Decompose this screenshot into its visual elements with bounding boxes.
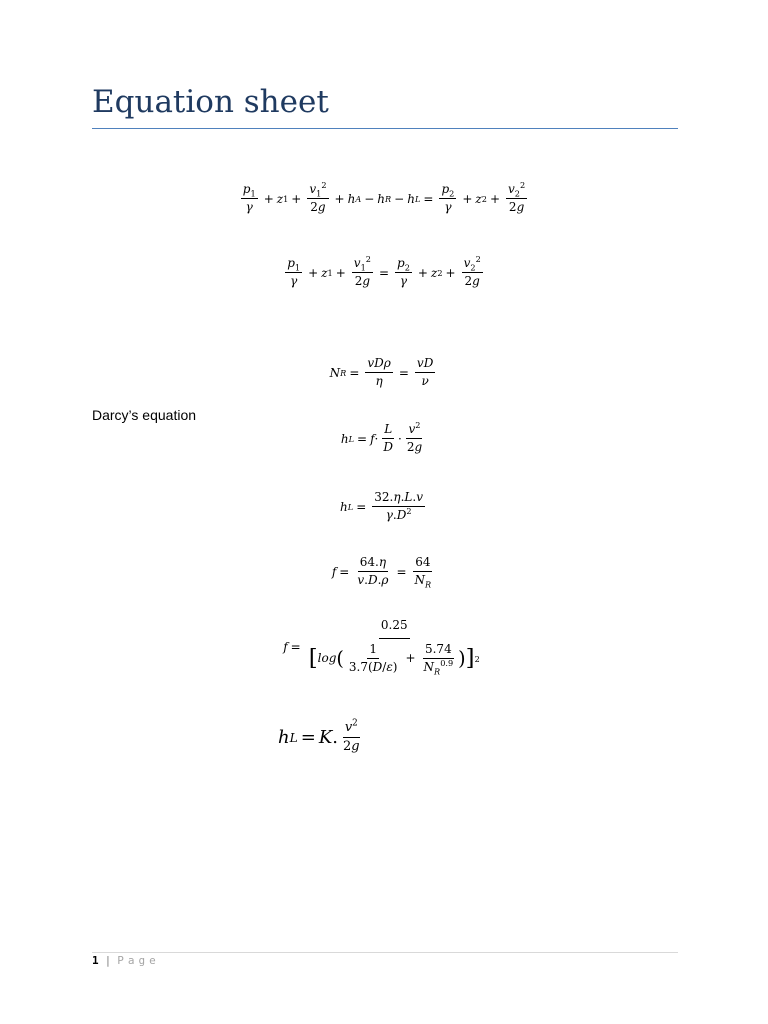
footer-divider — [92, 952, 678, 953]
darcy-equation-label: Darcy’s equation — [92, 407, 197, 423]
bernoulli-equation: $\frac{p_1}{\gamma}$ + z 1 + $\frac{v_1^2}{2g}$ = $\frac{p_2}{\gamma}$ + z 2 + $\frac{v_2^2}{2g}$ — [287, 254, 481, 288]
friction-constant: 64 — [359, 555, 376, 569]
reynolds-number-equation: N R = $\frac{\text{vDρ}}{\eta}$ = $\frac{vD}{\nu}$ — [329, 356, 434, 388]
friction-constant-2: 64 — [413, 555, 432, 572]
swamee-const-a: 3.7 — [348, 660, 368, 674]
laminar-friction-factor-equation: f = $\frac{64.\eta}{v.D.\rho}$ = $\frac{64}{N_R}$ — [331, 555, 432, 590]
hagen-poiseuille-equation: h L = $\frac{32.\eta.L.v}{\gamma.D^2}$ — [340, 490, 423, 522]
minor-loss-equation: h L = K . $\frac{v^2}{2g}$ — [278, 718, 360, 755]
energy-equation-full: $\frac{p_1}{\gamma}$ + z 1 + $\frac{v_1^2}{2g}$ + h A − h R − h L = $\frac{p_2}{\gamma}$ + z 2 + $\frac{v_2^2}{2g}$ — [242, 180, 526, 214]
swamee-numerator: 0.25 — [379, 618, 410, 639]
nr-exponent: 0.9 — [440, 658, 454, 668]
footer-separator: | — [104, 954, 112, 967]
laminar-constant: 32 — [374, 490, 390, 504]
title-underline — [92, 128, 678, 129]
darcy-equation: h L = f · $\frac{L}{D}$ · $\frac{v^2}{2g}$ — [340, 420, 423, 454]
page-label: Page — [117, 954, 160, 967]
page-footer — [92, 954, 160, 967]
page-number: 1 — [92, 954, 99, 967]
swamee-jain-equation: f = 0.25 [ log ( $\frac{1}{3.7(D/\varepsilon)}$ + $\frac{5.74}{N_R^{0.9}}$ ) ] 2 — [283, 618, 480, 677]
page-title: Equation sheet — [92, 84, 329, 120]
swamee-const-b: 5.74 — [423, 642, 454, 659]
